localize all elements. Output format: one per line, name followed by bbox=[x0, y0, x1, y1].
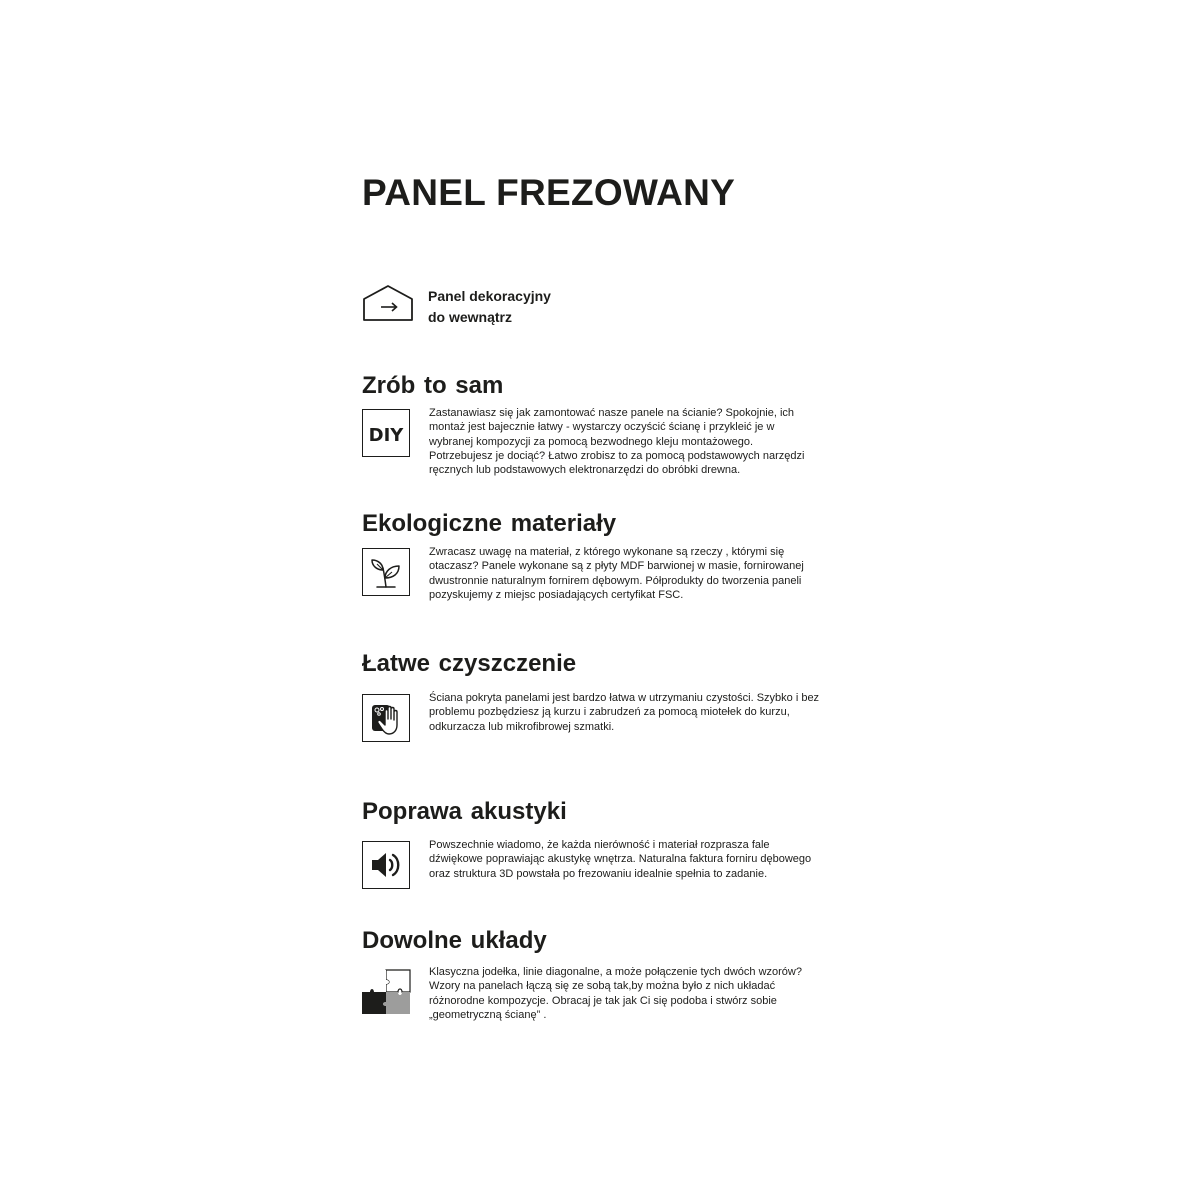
description-line: Ściana pokryta panelami jest bardzo łatwa w utrzymaniu czystości. Szybko i bez bbox=[429, 692, 820, 704]
description-line: dźwiękowe poprawiając akustykę wnętrza. Naturalna faktura forniru dębowego bbox=[429, 853, 812, 866]
diy-icon-text: DIY bbox=[368, 425, 404, 446]
leaf-icon bbox=[362, 548, 410, 596]
description-line: oraz struktura 3D powstała po frezowaniu idealnie spełnia to zadanie. bbox=[429, 867, 768, 880]
description-line: odkurzacza lub mikrofibrowej szmatki. bbox=[429, 720, 615, 733]
speaker-icon bbox=[362, 841, 410, 889]
description-line: pozyskujemy z miejsc posiadających certyfikat FSC. bbox=[429, 588, 684, 601]
page-title: PANEL FREZOWANY bbox=[362, 172, 736, 213]
description-line: Wzory na panelach łączą się ze sobą tak,by można było z nich układać bbox=[429, 980, 776, 993]
puzzle-icon bbox=[362, 968, 412, 1018]
section-ecology bbox=[362, 509, 842, 601]
section-heading: Poprawa akustyki bbox=[362, 798, 567, 825]
house-arrow-icon bbox=[362, 284, 414, 322]
section-description bbox=[429, 965, 849, 1022]
section-description bbox=[429, 838, 849, 881]
section-cleaning bbox=[362, 649, 842, 733]
intro-line: do wewnątrz bbox=[428, 309, 513, 325]
section-description bbox=[429, 545, 849, 602]
description-line: wybranej kompozycji za pomocą bezwodnego kleju montażowego. bbox=[429, 435, 754, 448]
description-line: Zwracasz uwagę na materiał, z którego wykonane są rzeczy , którymi się bbox=[429, 546, 785, 558]
cleaning-hand-icon bbox=[362, 694, 410, 742]
description-line: problemu pozbędziesz ją kurzu i zabrudzeń za pomocą miotełek do kurzu, bbox=[429, 706, 790, 719]
section-description bbox=[429, 406, 849, 477]
description-line: Klasyczna jodełka, linie diagonalne, a może połączenie tych dwóch wzorów? bbox=[429, 966, 802, 978]
description-line: Zastanawiasz się jak zamontować nasze panele na ścianie? Spokojnie, ich bbox=[429, 407, 795, 419]
section-heading: Ekologiczne materiały bbox=[362, 510, 617, 537]
description-line: różnorodne kompozycje. Obracaj je tak jak Ci się podoba i stwórz sobie bbox=[429, 994, 777, 1007]
section-heading: Zrób to sam bbox=[362, 372, 504, 399]
section-heading: Łatwe czyszczenie bbox=[362, 650, 577, 677]
intro-line: Panel dekoracyjny bbox=[428, 288, 551, 304]
description-line: Potrzebujesz je dociąć? Łatwo zrobisz to za pomocą podstawowych narzędzi bbox=[429, 449, 805, 462]
description-line: „geometryczną ścianę” . bbox=[429, 1008, 547, 1021]
section-acoustics bbox=[362, 797, 842, 880]
description-line: Powszechnie wiadomo, że każda nierówność i materiał rozprasza fale bbox=[429, 839, 770, 851]
intro-text bbox=[428, 286, 551, 328]
description-line: ręcznych lub podstawowych elektronarzędzi do obróbki drewna. bbox=[429, 464, 741, 477]
section-diy bbox=[362, 371, 842, 477]
description-line: dwustronnie naturalnym fornirem dębowym. Półprodukty do tworzenia paneli bbox=[429, 574, 802, 587]
description-line: montaż jest bajecznie łatwy - wystarczy oczyścić ścianę i przykleić je w bbox=[429, 421, 775, 434]
diy-icon bbox=[362, 409, 410, 457]
description-line: otaczasz? Panele wykonane są z płyty MDF barwionej w masie, fornirowanej bbox=[429, 560, 804, 573]
section-description bbox=[429, 691, 849, 734]
section-heading: Dowolne układy bbox=[362, 927, 547, 954]
section-layouts bbox=[362, 926, 842, 1021]
